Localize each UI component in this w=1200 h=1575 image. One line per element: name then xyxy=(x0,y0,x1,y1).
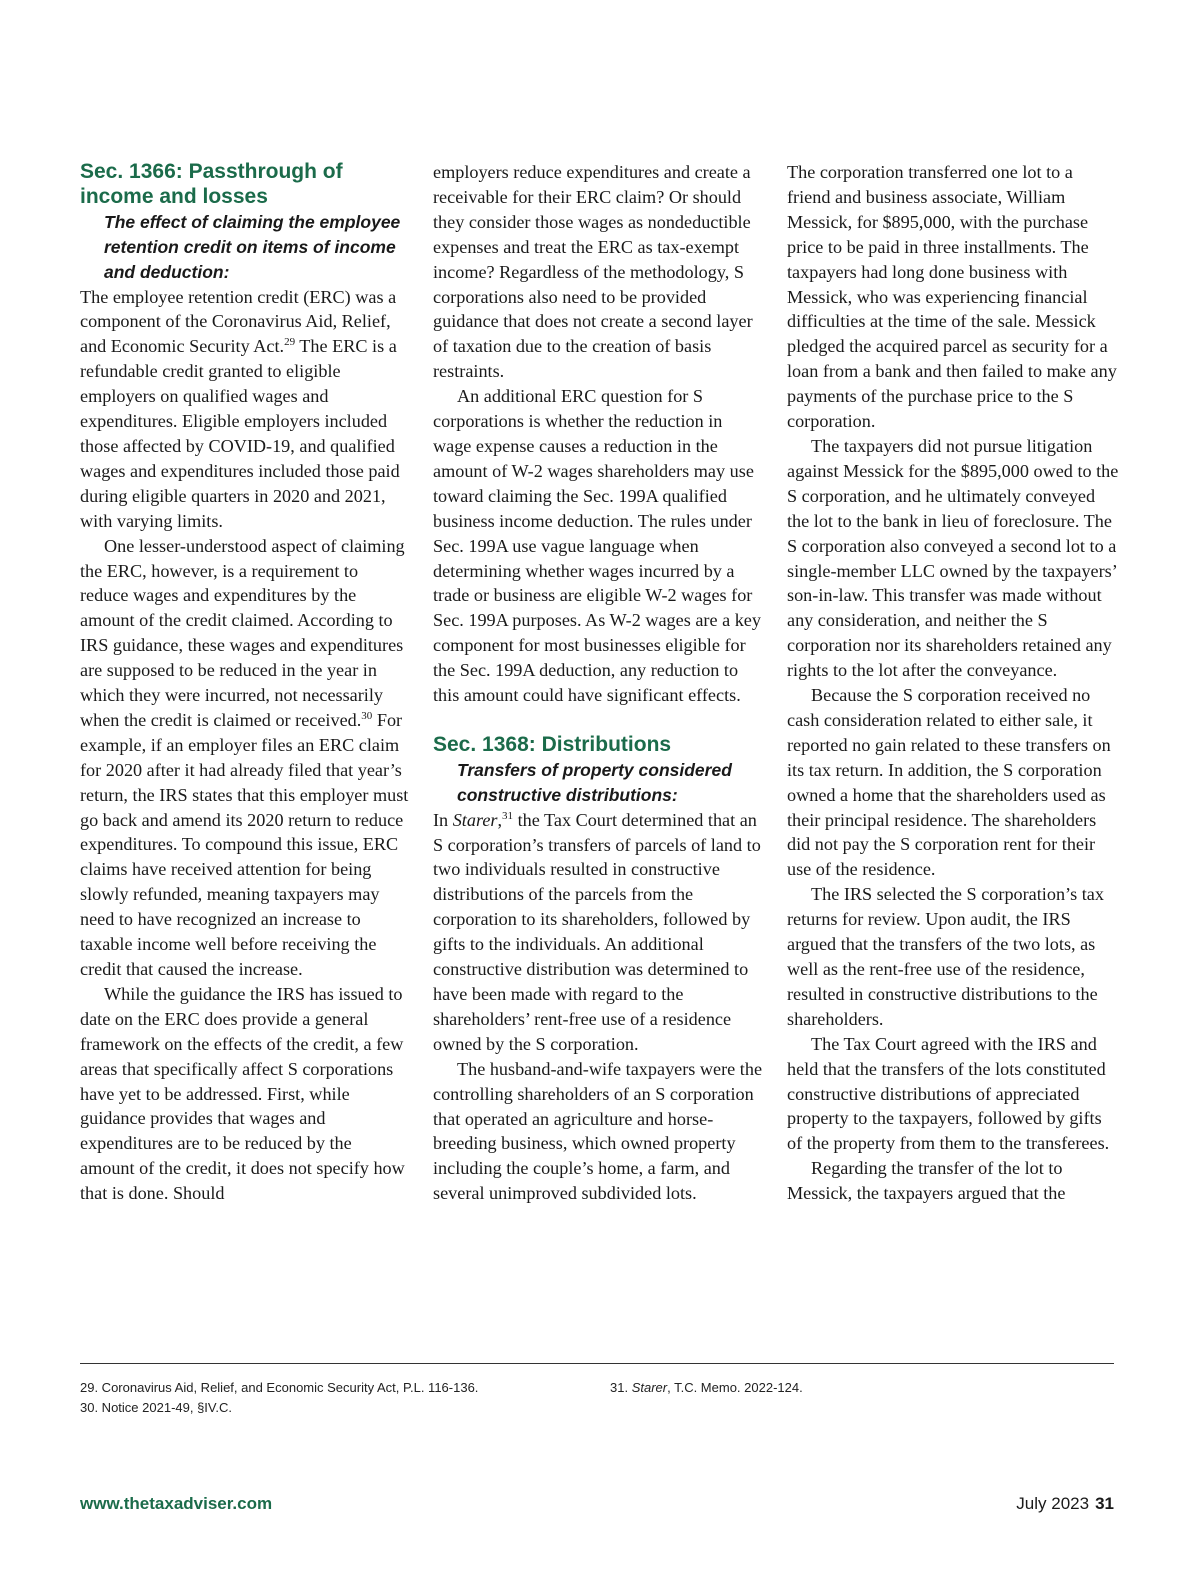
paragraph: An additional ERC question for S corporations is whether the reduction in wage expense causes a reduction in the amount of W-2 wages shareholders may use toward claiming the Sec. 199A qualified business income deduction. The rules under Sec. 199A use vague language when determining whether wages incurred by a trade or business are eligible W-2 wages for Sec. 199A purposes. As W-2 wages are a key component for most businesses eligible for the Sec. 199A deduction, any reduction to this amount could have significant effects. xyxy=(433,386,761,706)
article-column-1 xyxy=(80,160,410,1206)
paragraph: employers reduce expenditures and create a receivable for their ERC claim? Or should they consider those wages as nondeductible expenses and treat the ERC as tax-exempt income? Regardless of the methodology, S corporations also need to be provided guidance that does not create a second layer of taxation due to the creation of basis restraints. xyxy=(433,162,753,382)
paragraph: In Starer,$^{31}$ the Tax Court determined that an S corporation’s transfers of parcels of land to two individuals resulted in constructive distributions of the parcels from the corporation to its shareholders, followed by gifts to the individuals. An additional constructive distribution was determined to have been made with regard to the shareholders’ rent-free use of a residence owned by the S corporation. xyxy=(433,809,761,1054)
paragraph-text: The ERC is a refundable credit granted to eligible employers on qualified wages and expenditures. Eligible employers included those affected by COVID-19, and qualified wages and expenditures included those paid during eligible quarters in 2020 and 2021, with varying limits. xyxy=(80,336,400,531)
paragraph: Because the S corporation received no cash consideration related to either sale, it reported no gain related to these transfers on its tax return. In addition, the S corporation owned a home that the shareholders used as their principal residence. The shareholders did not pay the S corporation rent for their use of the residence. xyxy=(787,685,1111,880)
paragraph-text: For example, if an employer files an ERC claim for 2020 after it had already filed that year’s return, the IRS states that this employer must go back and amend its 2020 return to reduce expenditures. To compound this issue, ERC claims have received attention for being slowly refunded, meaning taxpayers may need to have recognized an increase to taxable income well before receiving the credit that caused the increase. xyxy=(80,709,409,979)
paragraph: While the guidance the IRS has issued to date on the ERC does provide a general framework on the effects of the credit, a few areas that specifically affect S corporations have yet to be addressed. First, while guidance provides that wages and expenditures are to be reduced by the amount of the credit, it does not specify how that is done. Should xyxy=(80,983,405,1204)
paragraph xyxy=(80,285,410,534)
paragraph: The taxpayers did not pursue litigation against Messick for the $895,000 owed to the S corporation, and he ultimately conveyed the lot to the bank in lieu of foreclosure. The S corporation also conveyed a second lot to a single-member LLC owned by the taxpayers’ son-in-law. This transfer was made without any consideration, and neither the S corporation nor its shareholders retained any rights to the lot after the conveyance. xyxy=(787,435,1119,681)
paragraph-text: One lesser-understood aspect of claiming the ERC, however, is a requirement to reduce wages and expenditures by the amount of the credit claimed. According to IRS guidance, these wages and expenditures are supposed to be reduced in the year in which they were incurred, not necessarily when the credit is claimed or received. xyxy=(80,535,405,730)
subheading-transfers: Transfers of property considered constructive distributions: xyxy=(457,759,732,805)
footer-issue xyxy=(1016,1494,1114,1514)
paragraph xyxy=(80,534,410,982)
section-heading-sec-1366: Sec. 1366: Passthrough of income and losses xyxy=(80,160,343,208)
footnote-30: 30. Notice 2021-49, §IV.C. xyxy=(80,1400,233,1415)
paragraph: The Tax Court agreed with the IRS and held that the transfers of the lots constituted constructive distributions of appreciated property to the taxpayers, followed by gifts of the property from them to the transferees. xyxy=(787,1033,1110,1154)
paragraph: The corporation transferred one lot to a friend and business associate, William Messick, for $895,000, with the purchase price to be paid in three installments. The taxpayers had long done business with Messick, who was experiencing financial difficulties at the time of the sale. Messick pledged the acquired parcel as security for a loan from a bank and then failed to make any payments of the purchase price to the S corporation. xyxy=(787,162,1117,432)
case-name: Starer xyxy=(452,809,498,830)
footnote-ref-30: 30 xyxy=(361,709,373,722)
paragraph: The husband-and-wife taxpayers were the controlling shareholders of an S corporation that operated an agriculture and horse-breeding business, which owned property including the couple’s home, a farm, and several unimproved subdivided lots. xyxy=(433,1058,763,1204)
footnote-text: , T.C. Memo. 2022-124. xyxy=(667,1380,803,1395)
article-column-3 xyxy=(787,160,1119,1206)
paragraph-text: The employee retention credit (ERC) was a component of the Coronavirus Aid, Relief, and Economic Security Act. xyxy=(80,286,397,357)
issue-date: July 2023 xyxy=(1016,1494,1090,1513)
footer-website-link[interactable]: www.thetaxadviser.com xyxy=(80,1494,273,1513)
footnote-ref-31: 31 xyxy=(502,809,514,822)
paragraph-text: In xyxy=(433,809,453,830)
subheading-erc: The effect of claiming the employee retention credit on items of income and deduction: xyxy=(104,211,401,282)
paragraph-text: the Tax Court determined that an S corporation’s transfers of parcels of land to two individuals resulted in constructive distributions of the parcels from the corporation to its shareholders, followed by gifts to the individuals. An additional constructive distribution was determined to have been made with regard to the shareholders’ rent-free use of a residence owned by the S corporation. xyxy=(433,809,761,1054)
article-column-2 xyxy=(433,160,763,1206)
case-name: Starer xyxy=(631,1380,668,1395)
paragraph: The IRS selected the S corporation’s tax returns for review. Upon audit, the IRS argued that the transfers of the two lots, as well as the rent-free use of the residence, resulted in constructive distributions to the shareholders. xyxy=(787,884,1104,1029)
page-number: 31 xyxy=(1095,1494,1114,1513)
footnote-31 xyxy=(610,1378,803,1398)
paragraph: Regarding the transfer of the lot to Messick, the taxpayers argued that the xyxy=(787,1158,1066,1204)
footnote-ref-29: 29 xyxy=(284,336,296,349)
footnote-divider xyxy=(80,1363,1114,1364)
section-heading-sec-1368: Sec. 1368: Distributions xyxy=(433,732,672,756)
footnote-29: 29. Coronavirus Aid, Relief, and Economic Security Act, P.L. 116-136. xyxy=(80,1380,479,1395)
footnote-number: 31. xyxy=(610,1380,632,1395)
